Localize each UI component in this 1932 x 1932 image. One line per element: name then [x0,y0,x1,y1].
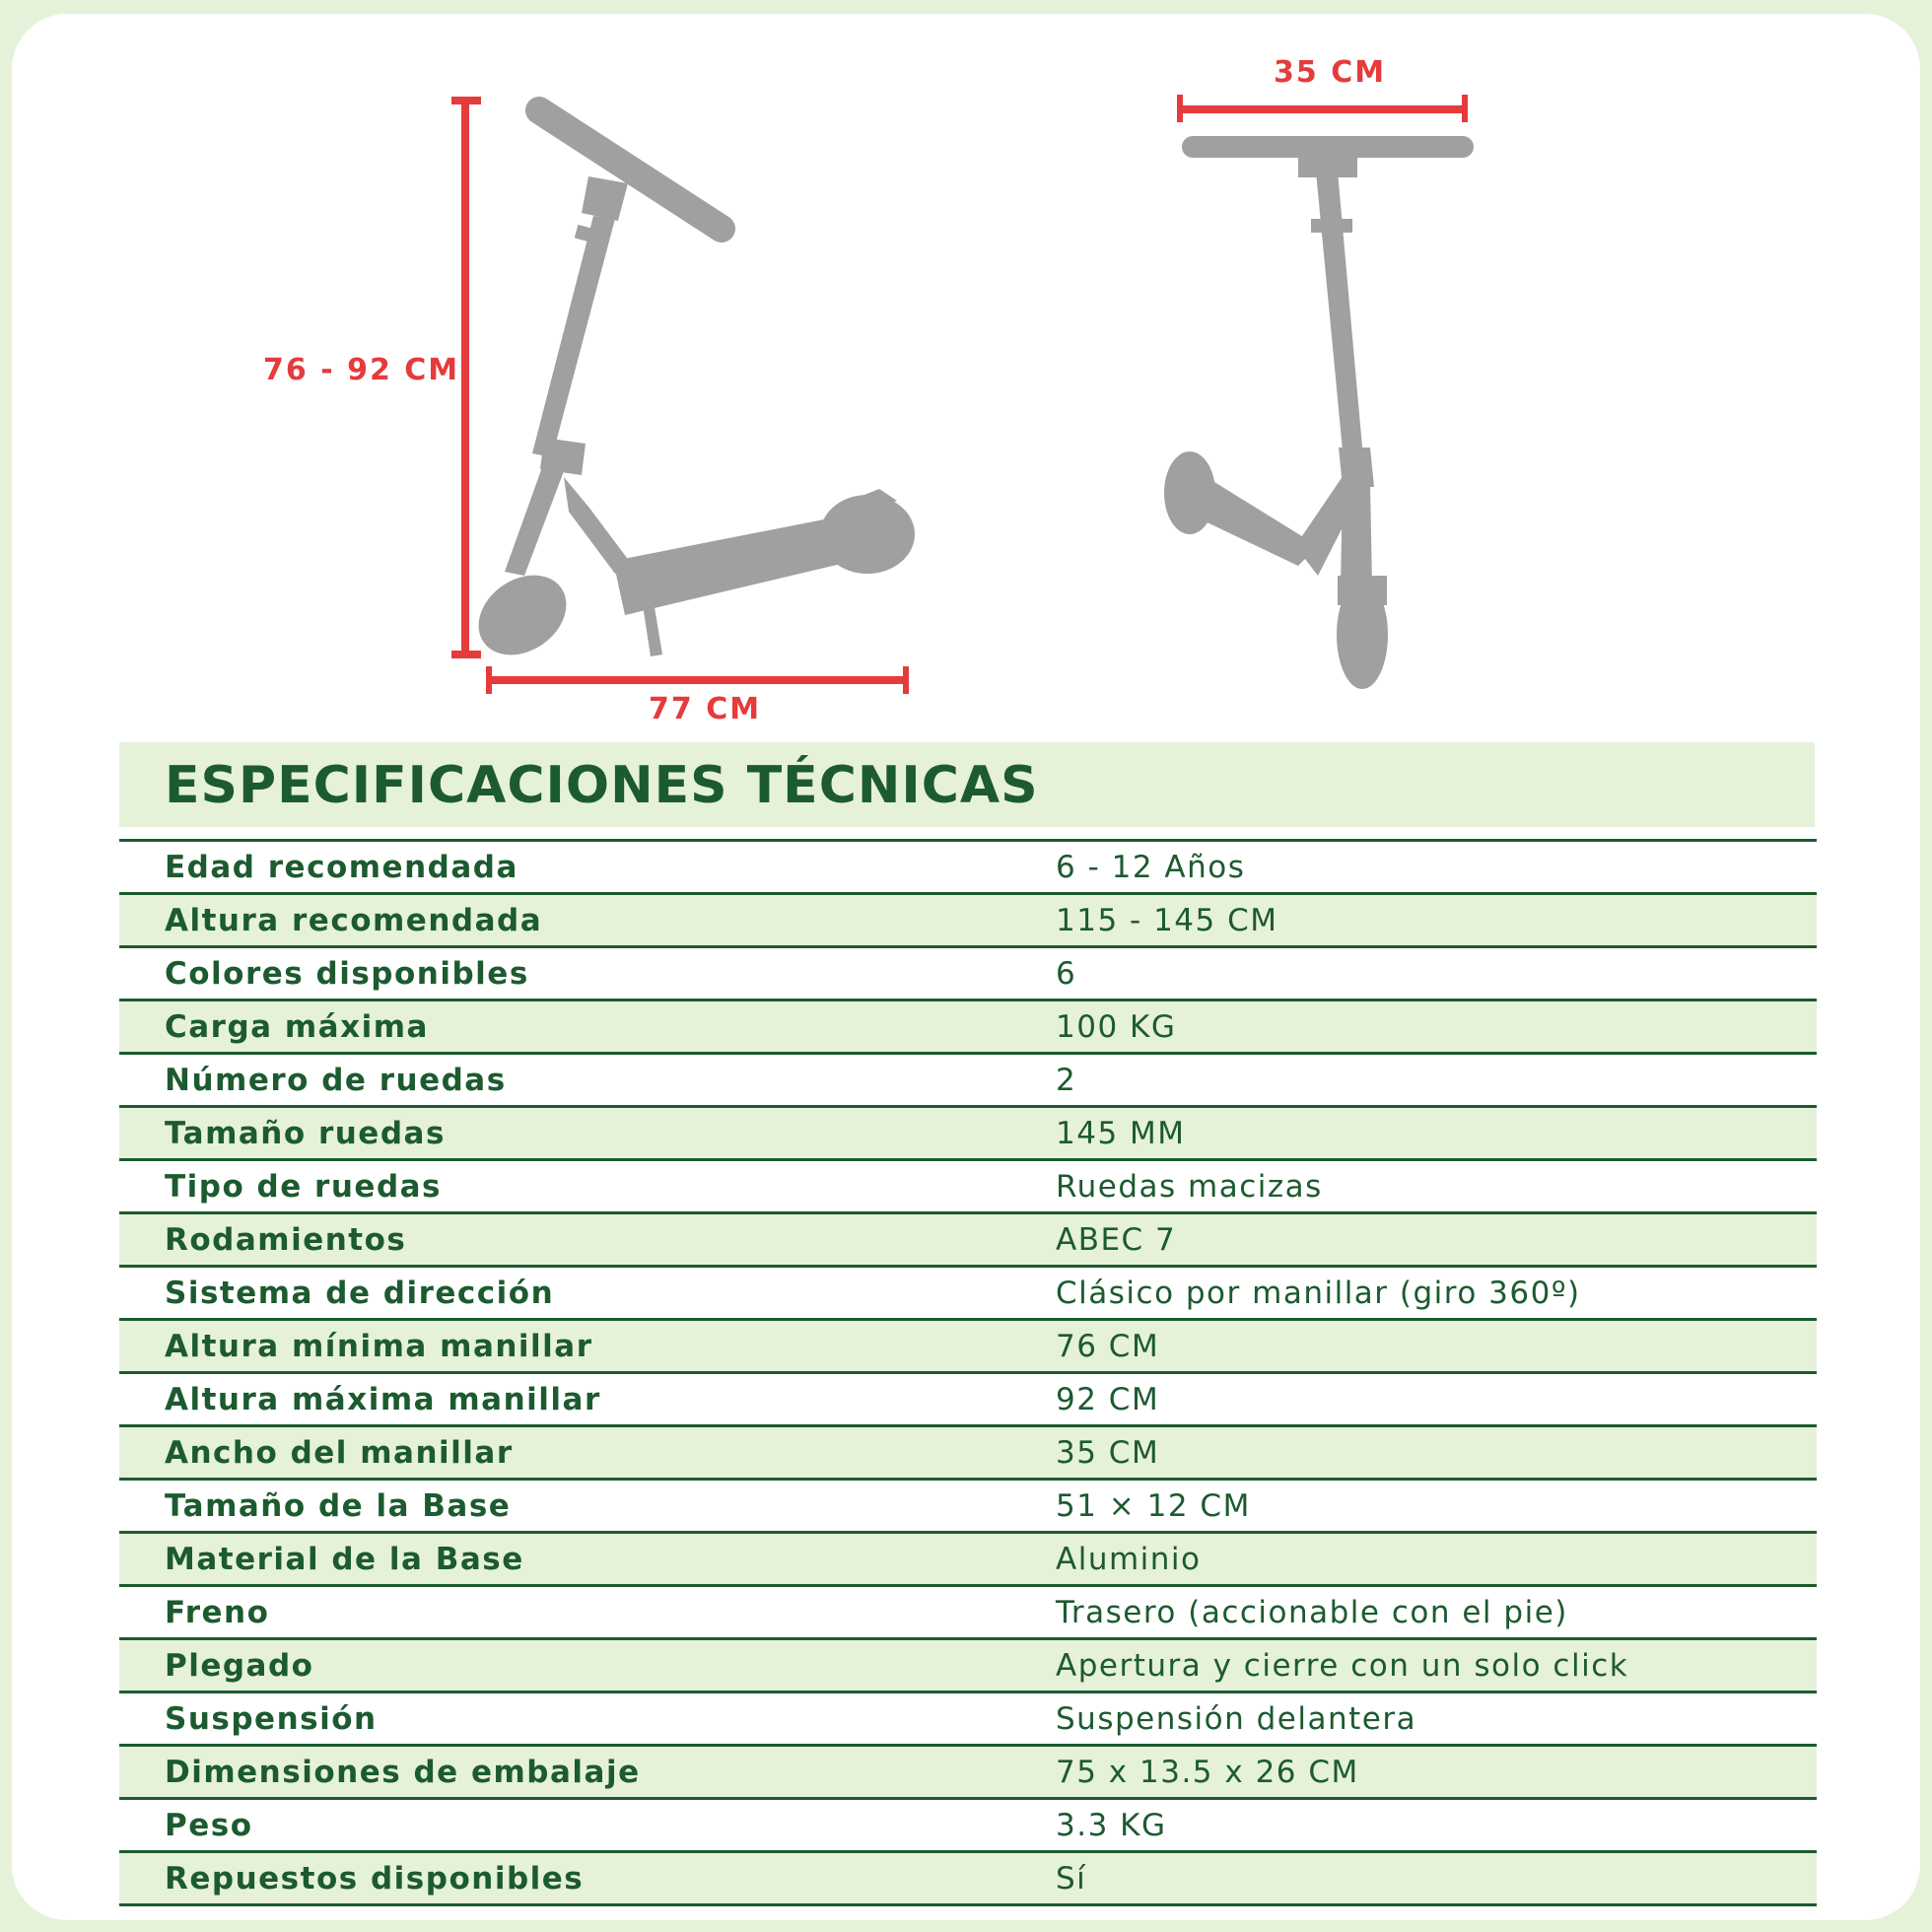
spec-row [119,1800,1817,1853]
specs-header [119,742,1815,827]
spec-value: 3.3 KG [1056,1807,1167,1843]
spec-row [119,895,1817,948]
spec-row [119,1853,1817,1906]
spec-label: Tamaño ruedas [165,1115,446,1151]
spec-row [119,842,1817,895]
spec-table [119,839,1817,1906]
spec-value: 51 × 12 CM [1056,1487,1251,1524]
spec-label: Colores disponibles [165,955,529,992]
spec-row [119,1001,1817,1055]
spec-value: 145 MM [1056,1115,1186,1151]
spec-label: Plegado [165,1647,314,1684]
spec-label: Repuestos disponibles [165,1860,585,1897]
spec-label: Dimensiones de embalaje [165,1754,641,1790]
spec-value: 115 - 145 CM [1056,902,1278,938]
spec-label: Tamaño de la Base [165,1487,512,1524]
spec-value: 92 CM [1056,1381,1160,1417]
spec-value: 100 KG [1056,1008,1177,1045]
spec-row [119,1374,1817,1427]
spec-value: Sí [1056,1860,1087,1897]
spec-value: 6 [1056,955,1077,992]
spec-row [119,1055,1817,1108]
spec-row [119,1268,1817,1321]
spec-label: Material de la Base [165,1541,524,1577]
spec-value: ABEC 7 [1056,1221,1177,1258]
spec-label: Tipo de ruedas [165,1168,443,1205]
spec-value: 75 x 13.5 x 26 CM [1056,1754,1359,1790]
dimension-diagram [12,14,1920,743]
handlebar-width-label: 35 CM [1274,55,1387,90]
spec-row [119,1747,1817,1800]
spec-label: Altura mínima manillar [165,1328,593,1364]
spec-row [119,1108,1817,1161]
spec-value: Ruedas macizas [1056,1168,1323,1205]
spec-row [119,1161,1817,1214]
spec-row [119,1587,1817,1640]
spec-row [119,1427,1817,1481]
spec-label: Ancho del manillar [165,1434,514,1471]
spec-label: Altura máxima manillar [165,1381,601,1417]
spec-row [119,1640,1817,1693]
spec-label: Edad recomendada [165,849,518,885]
spec-label: Freno [165,1594,270,1630]
spec-row [119,1321,1817,1374]
spec-value: Suspensión delantera [1056,1700,1417,1737]
spec-value: Aluminio [1056,1541,1202,1577]
spec-label: Carga máxima [165,1008,429,1045]
length-dimension-label: 77 CM [649,692,762,726]
spec-row [119,1481,1817,1534]
spec-value: 35 CM [1056,1434,1160,1471]
spec-row [119,1693,1817,1747]
spec-value: Trasero (accionable con el pie) [1056,1594,1568,1630]
spec-row [119,948,1817,1001]
height-dimension-label: 76 - 92 CM [263,353,460,387]
spec-label: Rodamientos [165,1221,407,1258]
spec-value: 6 - 12 Años [1056,849,1246,885]
spec-label: Peso [165,1807,253,1843]
spec-row [119,1534,1817,1587]
spec-value: 76 CM [1056,1328,1160,1364]
spec-value: Clásico por manillar (giro 360º) [1056,1275,1581,1311]
spec-label: Suspensión [165,1700,378,1737]
spec-label: Número de ruedas [165,1062,507,1098]
spec-row [119,1214,1817,1268]
spec-label: Altura recomendada [165,902,543,938]
spec-value: 2 [1056,1062,1077,1098]
spec-label: Sistema de dirección [165,1275,555,1311]
spec-value: Apertura y cierre con un solo click [1056,1647,1629,1684]
product-card [12,14,1920,1920]
specs-title: ESPECIFICACIONES TÉCNICAS [165,756,1039,815]
